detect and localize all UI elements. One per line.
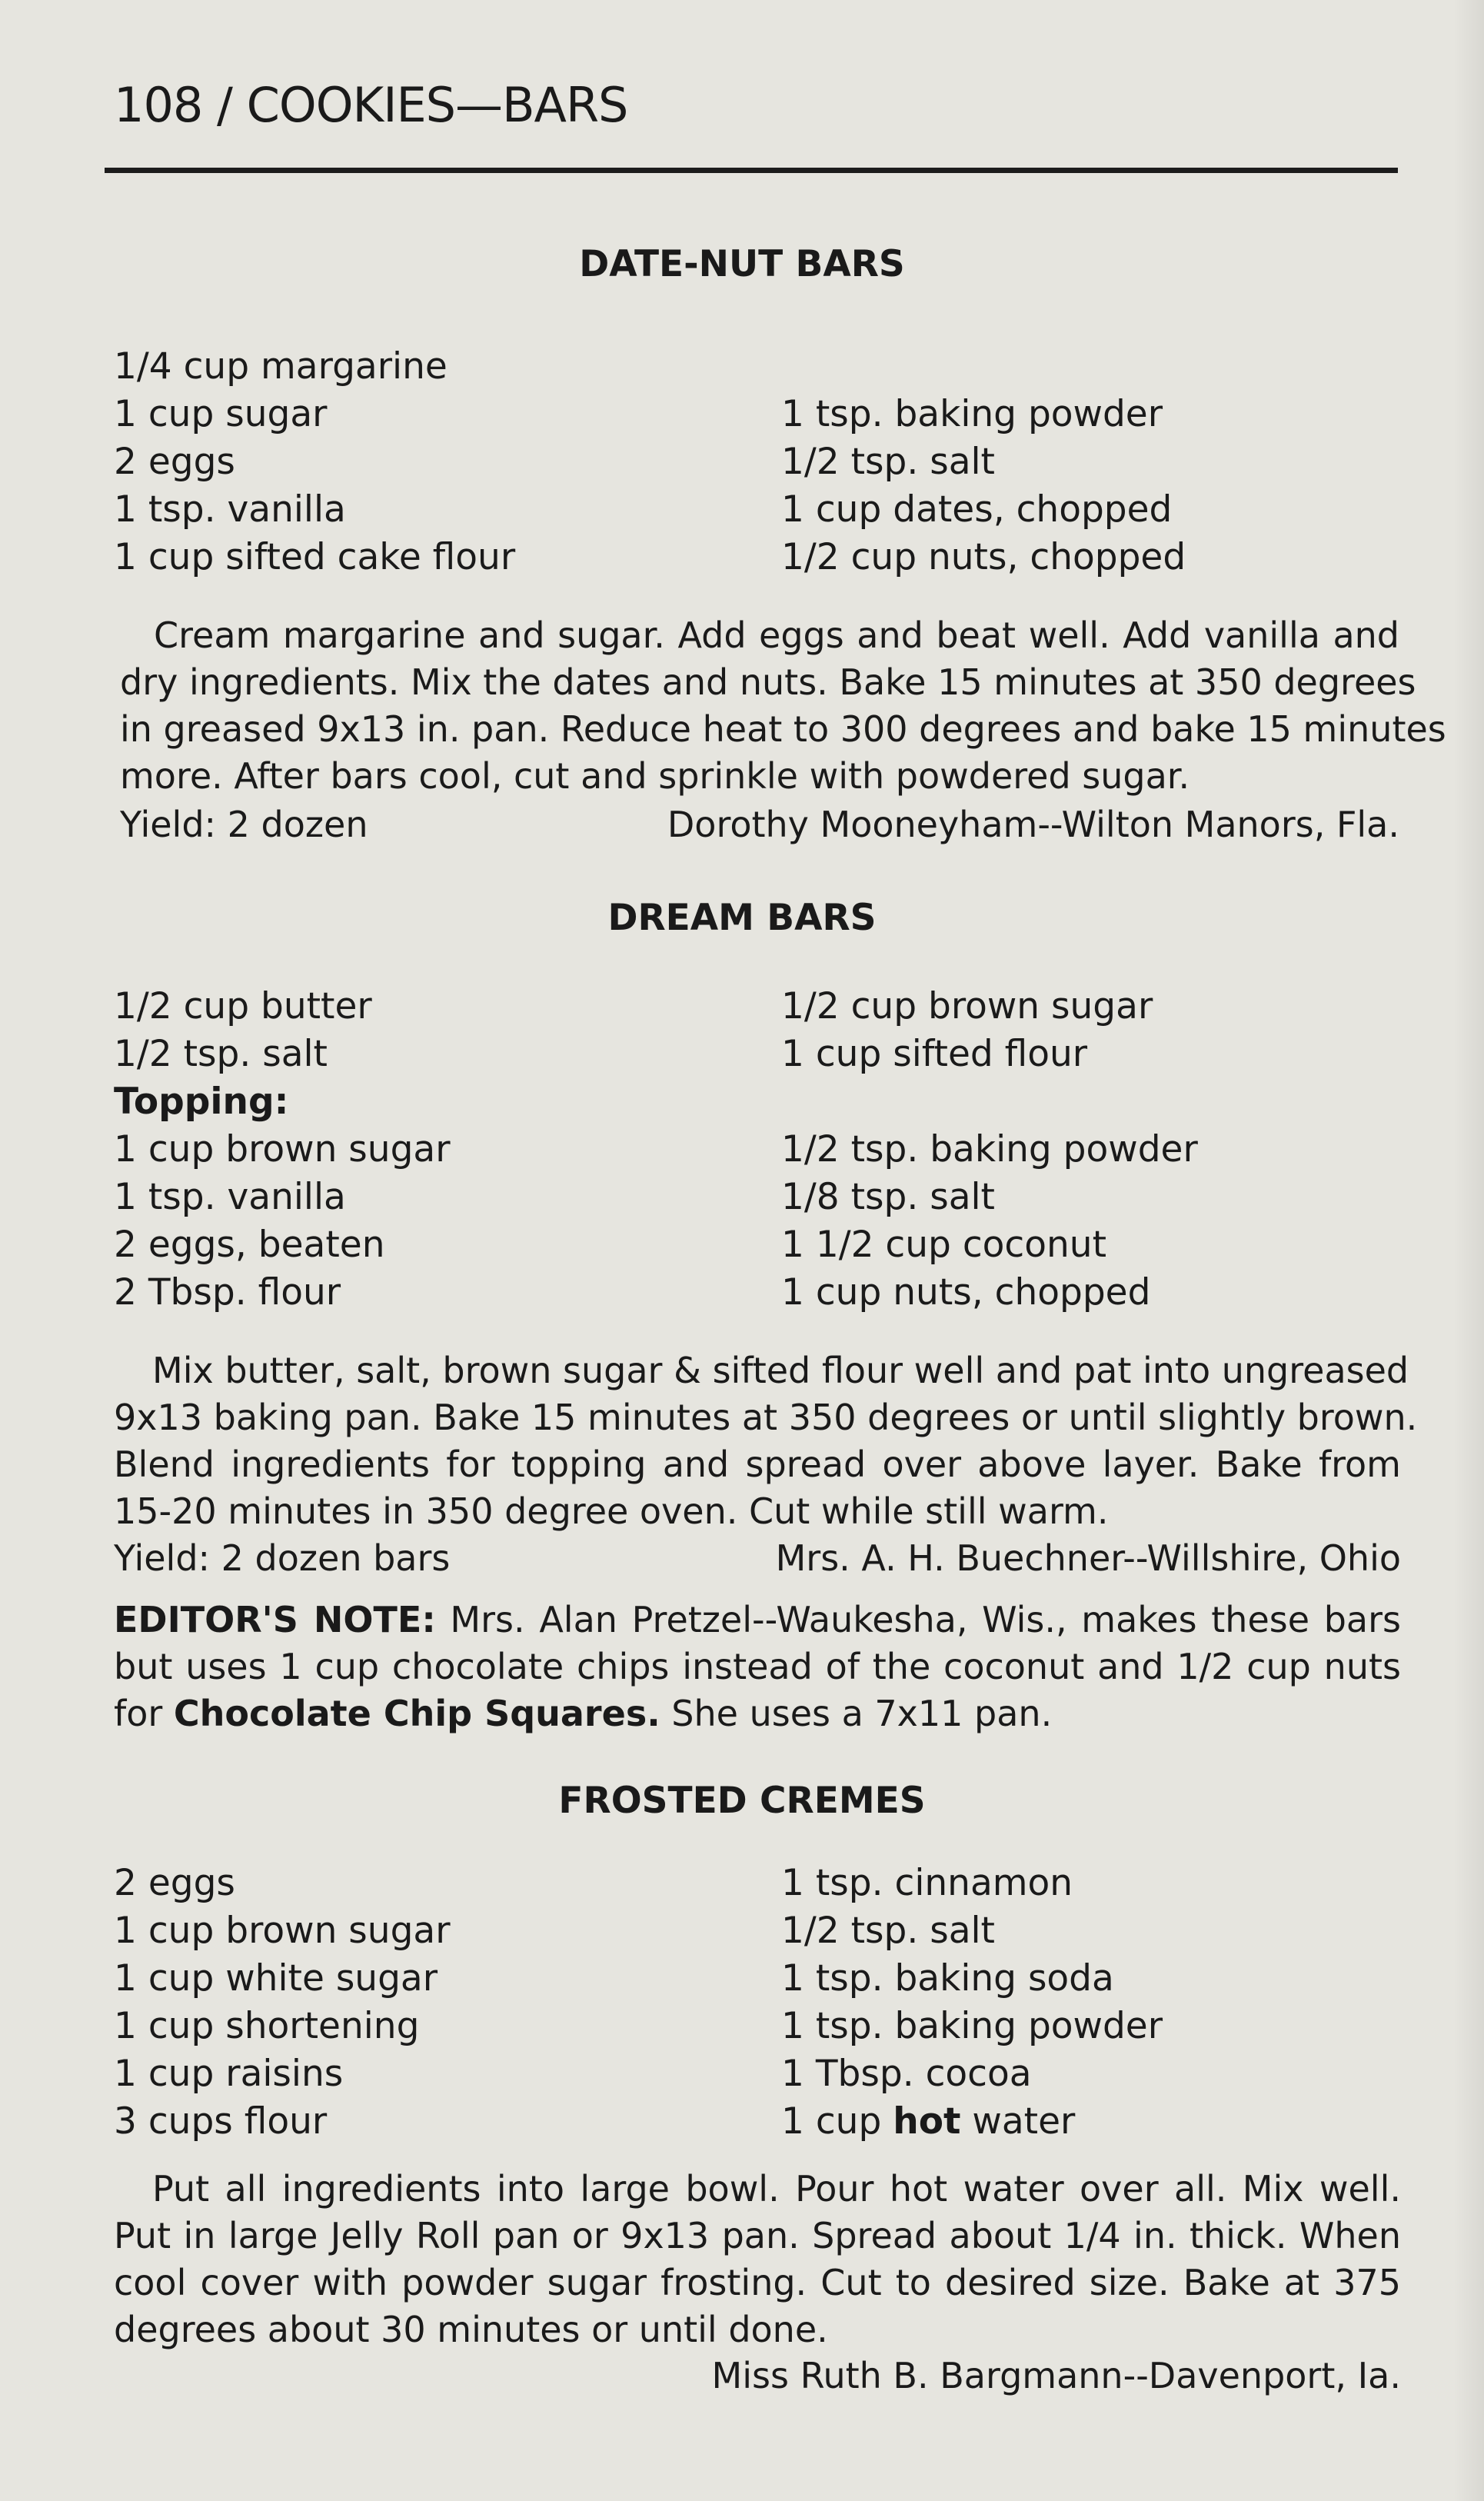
ingredient: 1/2 tsp. salt: [781, 441, 995, 483]
note-line: [114, 1690, 1401, 1737]
ingredient: 2 Tbsp. flour: [114, 1271, 341, 1314]
recipe-variant-name: Chocolate Chip Squares.: [173, 1693, 660, 1734]
ingredient: 1 cup nuts, chopped: [781, 1271, 1151, 1314]
credit: Miss Ruth B. Bargmann--Davenport, Ia.: [711, 2355, 1401, 2396]
ingredient: 1 Tbsp. cocoa: [781, 2053, 1032, 2095]
direction-line: more. After bars cool, cut and sprinkle with powdered sugar.: [120, 755, 1190, 797]
ingredients-left: [114, 983, 451, 1317]
direction-line: cool cover with powder sugar frosting. Cut to desired size. Bake at 375: [114, 2262, 1401, 2303]
yield: Yield: 2 dozen bars: [114, 1537, 451, 1579]
header-rule: [105, 168, 1398, 173]
directions: [120, 612, 1446, 800]
ingredient: [781, 2098, 1163, 2146]
note-text: for: [114, 1693, 174, 1734]
ingredients-right: [781, 1860, 1163, 2146]
yield-credit-row: [120, 801, 1399, 848]
ingredient: 1/2 cup nuts, chopped: [781, 536, 1186, 578]
direction-line: Put in large Jelly Roll pan or 9x13 pan. Spread about 1/4 in. thick. When: [114, 2215, 1401, 2256]
note-text: She uses a 7x11 pan.: [660, 1693, 1053, 1734]
ingredient: 1 cup white sugar: [114, 1957, 438, 2000]
recipe-title-dream-bars: DREAM BARS: [607, 897, 877, 939]
ingredients-left: [114, 1860, 451, 2146]
yield: Yield: 2 dozen: [120, 804, 368, 845]
ingredient: 1/4 cup margarine: [114, 345, 448, 388]
direction-line: 9x13 baking pan. Bake 15 minutes at 350 degrees or until slightly brown.: [114, 1397, 1418, 1438]
ingredient: 1 cup brown sugar: [114, 1128, 451, 1171]
topping-label: Topping:: [114, 1081, 289, 1123]
ingredient: 2 eggs: [114, 1862, 235, 1904]
ingredient: 2 eggs, beaten: [114, 1224, 385, 1266]
note-label: EDITOR'S NOTE:: [114, 1599, 436, 1640]
ingredient: 1 tsp. cinnamon: [781, 1862, 1073, 1904]
ingredient: 1 cup dates, chopped: [781, 488, 1173, 531]
ingredient: 1/2 cup brown sugar: [781, 985, 1153, 1027]
recipe-title-date-nut-bars: DATE-NUT BARS: [579, 243, 905, 285]
direction-line: dry ingredients. Mix the dates and nuts. Bake 15 minutes at 350 degrees: [120, 661, 1416, 703]
ingredient: 1 cup raisins: [114, 2053, 344, 2095]
ingredient: 1/2 tsp. salt: [781, 1910, 995, 1952]
ingredient: 1 cup sugar: [114, 393, 328, 435]
direction-line: degrees about 30 minutes or until done.: [114, 2309, 828, 2350]
ingredient-text: 1 cup: [781, 2100, 893, 2143]
yield-credit-row: [114, 1535, 1401, 1582]
note-text: Mrs. Alan Pretzel--Waukesha, Wis., makes these bars: [435, 1599, 1401, 1640]
ingredient: 1 tsp. baking soda: [781, 1957, 1114, 2000]
ingredient: 1 tsp. vanilla: [114, 1176, 346, 1218]
ingredient: 2 eggs: [114, 441, 235, 483]
direction-line: Blend ingredients for topping and spread over above layer. Bake from: [114, 1444, 1401, 1485]
directions: [114, 1347, 1418, 1535]
directions: [114, 2166, 1401, 2353]
direction-line: Put all ingredients into large bowl. Pour hot water over all. Mix well.: [152, 2168, 1401, 2210]
ingredient: 1/2 tsp. baking powder: [781, 1128, 1198, 1171]
ingredient: 1 tsp. vanilla: [114, 488, 346, 531]
ingredient: 1/8 tsp. salt: [781, 1176, 995, 1218]
ingredient: 1 1/2 cup coconut: [781, 1224, 1107, 1266]
ingredient-emphasis: hot: [893, 2100, 961, 2143]
note-line: [114, 1597, 1401, 1643]
credit: Mrs. A. H. Buechner--Willshire, Ohio: [775, 1537, 1401, 1579]
ingredient: 1/2 cup butter: [114, 985, 372, 1027]
ingredients-right: [781, 983, 1198, 1317]
credit: Dorothy Mooneyham--Wilton Manors, Fla.: [667, 804, 1399, 845]
ingredient: 1 tsp. baking powder: [781, 2005, 1163, 2047]
direction-line: Mix butter, salt, brown sugar & sifted flour well and pat into ungreased: [152, 1350, 1409, 1391]
note-line: but uses 1 cup chocolate chips instead of the coconut and 1/2 cup nuts: [114, 1646, 1401, 1687]
ingredient: 1 cup shortening: [114, 2005, 420, 2047]
direction-line: in greased 9x13 in. pan. Reduce heat to 300 degrees and bake 15 minutes: [120, 708, 1446, 750]
page-edge-shadow: [1453, 0, 1484, 2501]
editors-note: [114, 1597, 1401, 1737]
ingredient-text: water: [960, 2100, 1076, 2143]
direction-line: Cream margarine and sugar. Add eggs and beat well. Add vanilla and: [154, 614, 1399, 656]
direction-line: 15-20 minutes in 350 degree oven. Cut while still warm.: [114, 1490, 1109, 1532]
ingredient: 1/2 tsp. salt: [114, 1033, 328, 1075]
page-header: 108 / COOKIES—BARS: [114, 77, 628, 133]
ingredient: 1 cup sifted flour: [781, 1033, 1088, 1075]
ingredient: 3 cups flour: [114, 2100, 328, 2143]
ingredient: 1 tsp. baking powder: [781, 393, 1163, 435]
ingredient: 1 cup sifted cake flour: [114, 536, 516, 578]
recipe-title-frosted-cremes: FROSTED CREMES: [558, 1780, 926, 1822]
ingredient: 1 cup brown sugar: [114, 1910, 451, 1952]
ingredients-left: [114, 343, 515, 581]
ingredients-right: [781, 391, 1186, 581]
